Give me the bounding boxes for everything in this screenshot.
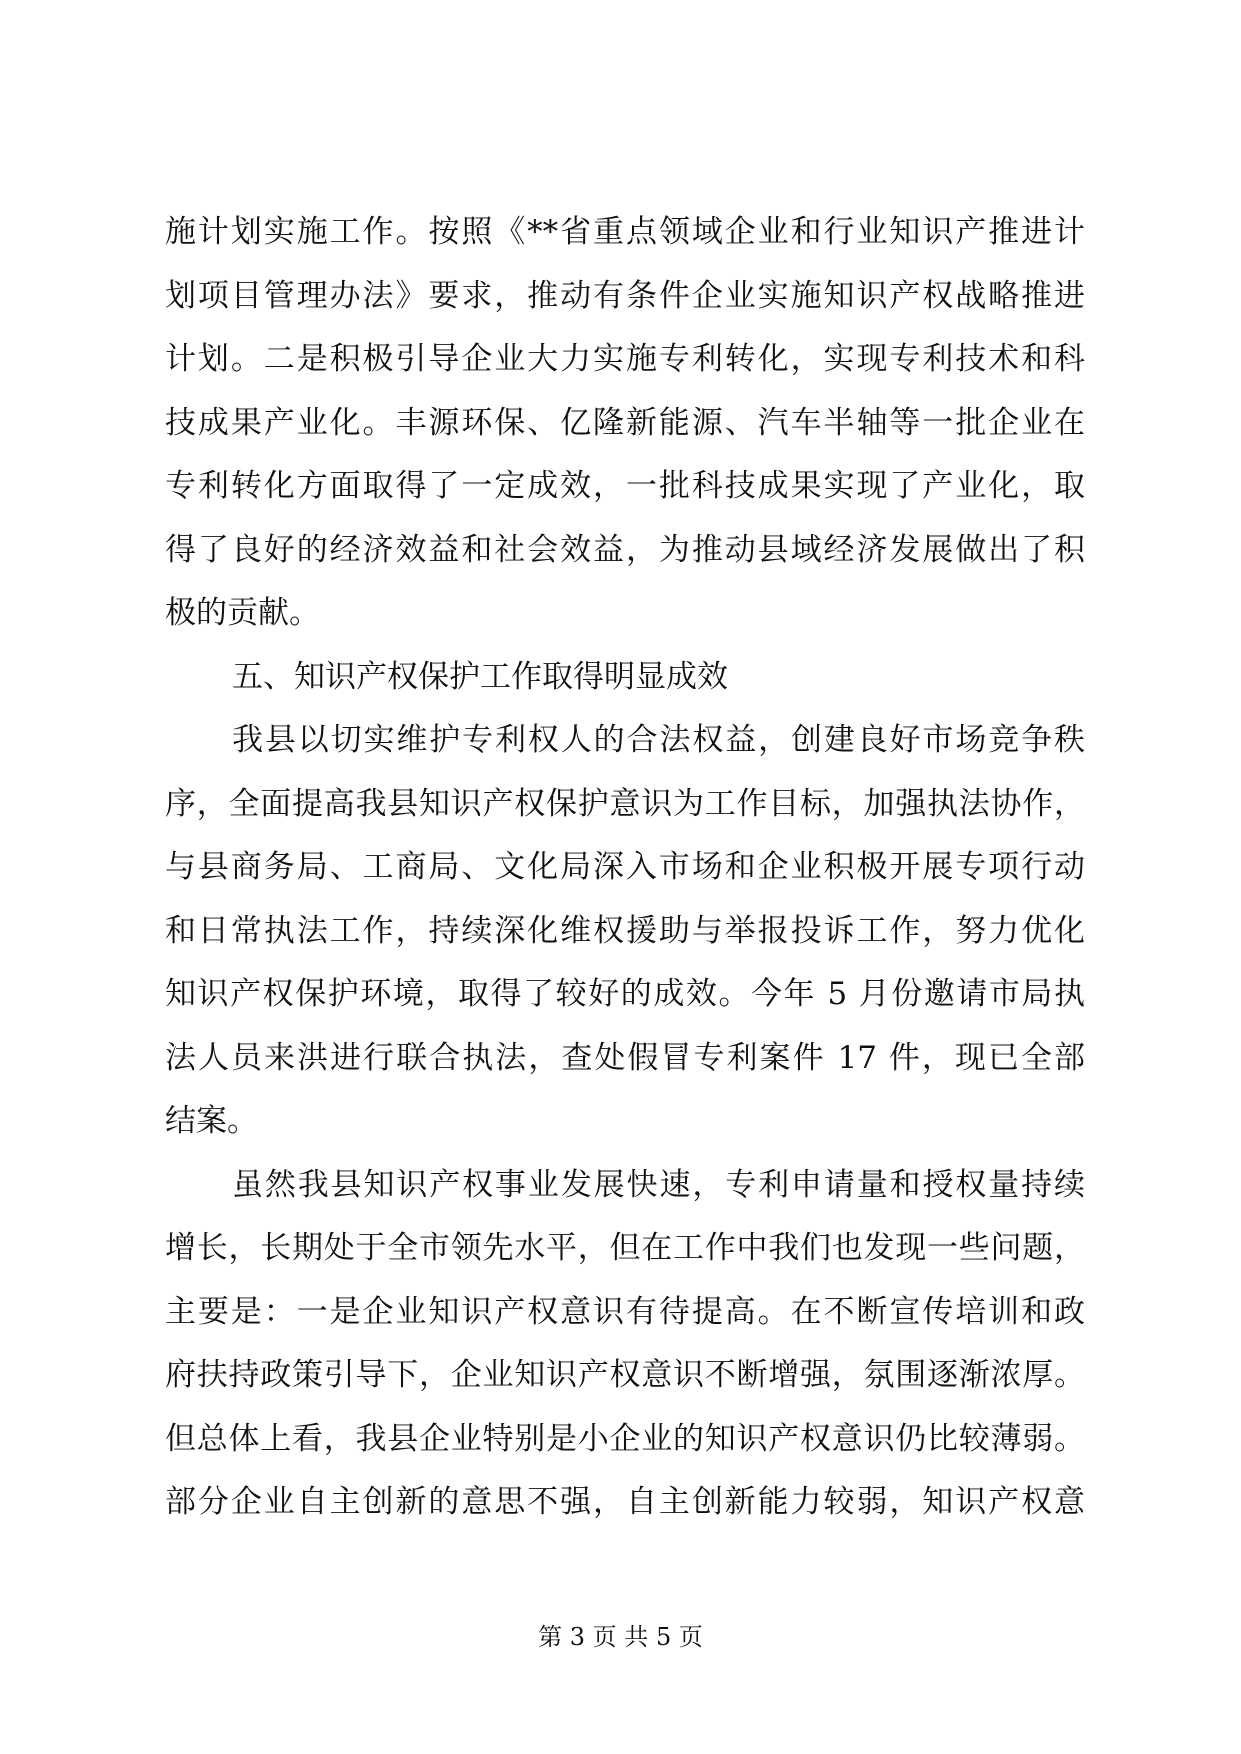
page-footer: 第 3 页 共 5 页 — [538, 1623, 703, 1651]
section-heading: 五、知识产权保护工作取得明显成效 — [232, 659, 728, 695]
text-line: 我县以切实维护专利权人的合法权益，创建良好市场竞争秩 — [232, 722, 1085, 758]
text-line: 但总体上看，我县企业特别是小企业的知识产权意识仍比较薄弱。 — [165, 1421, 1085, 1457]
text-line: 序，全面提高我县知识产权保护意识为工作目标，加强执法协作， — [165, 786, 1085, 822]
text-line: 主要是：一是企业知识产权意识有待提高。在不断宣传培训和政 — [165, 1294, 1085, 1330]
text-line: 极的贡献。 — [165, 595, 320, 631]
text-line: 虽然我县知识产权事业发展快速，专利申请量和授权量持续 — [232, 1167, 1085, 1203]
text-line: 结案。 — [165, 1103, 258, 1139]
text-line: 增长，长期处于全市领先水平，但在工作中我们也发现一些问题， — [165, 1230, 1085, 1266]
text-line: 计划。二是积极引导企业大力实施专利转化，实现专利技术和科 — [165, 341, 1085, 377]
text-line: 划项目管理办法》要求，推动有条件企业实施知识产权战略推进 — [165, 278, 1085, 314]
text-line: 和日常执法工作，持续深化维权援助与举报投诉工作，努力优化 — [165, 913, 1085, 949]
text-line: 府扶持政策引导下，企业知识产权意识不断增强，氛围逐渐浓厚。 — [165, 1357, 1085, 1393]
text-line: 知识产权保护环境，取得了较好的成效。今年 5 月份邀请市局执 — [165, 976, 1085, 1012]
text-line: 施计划实施工作。按照《**省重点领域企业和行业知识产推进计 — [165, 214, 1085, 250]
text-line: 部分企业自主创新的意思不强，自主创新能力较弱，知识产权意 — [165, 1484, 1085, 1520]
text-line: 法人员来洪进行联合执法，查处假冒专利案件 17 件，现已全部 — [165, 1040, 1085, 1076]
text-line: 专利转化方面取得了一定成效，一批科技成果实现了产业化，取 — [165, 468, 1085, 504]
text-line: 与县商务局、工商局、文化局深入市场和企业积极开展专项行动 — [165, 849, 1085, 885]
text-line: 技成果产业化。丰源环保、亿隆新能源、汽车半轴等一批企业在 — [165, 405, 1085, 441]
text-line: 得了良好的经济效益和社会效益，为推动县域经济发展做出了积 — [165, 532, 1085, 568]
